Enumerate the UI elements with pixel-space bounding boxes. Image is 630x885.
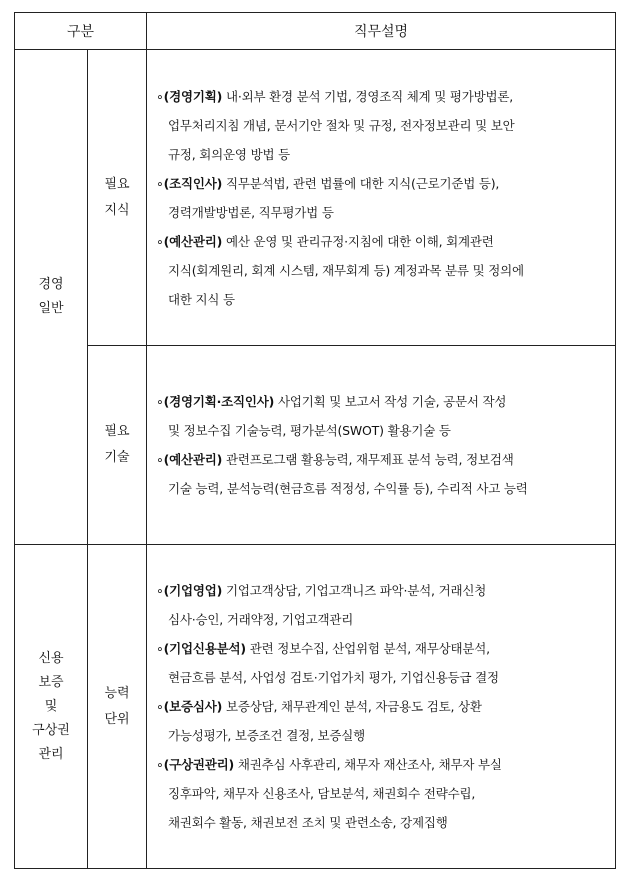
category-cell-credit-guarantee bbox=[15, 545, 88, 869]
category-line: 관리 bbox=[38, 746, 64, 762]
item-text: 규정, 회의운영 방법 등 bbox=[168, 146, 290, 162]
bullet: ∘ bbox=[156, 641, 164, 656]
subcategory-line: 단위 bbox=[104, 711, 130, 727]
list-item bbox=[156, 387, 607, 445]
header-category: 구분 bbox=[15, 13, 147, 50]
bullet: ∘ bbox=[156, 452, 164, 467]
item-label: (경영기획) bbox=[163, 88, 223, 104]
item-text: 대한 지식 등 bbox=[168, 291, 235, 307]
item-text: 지식(회계원리, 회계 시스템, 재무회계 등) 계정과목 분류 및 정의에 bbox=[168, 262, 524, 278]
category-line: 경영 bbox=[38, 277, 64, 292]
description-cell bbox=[147, 346, 616, 545]
table-row bbox=[15, 346, 616, 545]
subcategory-line: 기술 bbox=[104, 450, 130, 465]
list-item bbox=[156, 445, 607, 503]
subcategory-line: 능력 bbox=[104, 685, 130, 701]
category-line: 신용 bbox=[38, 650, 64, 666]
bullet: ∘ bbox=[156, 175, 164, 191]
item-label: (경영기획·조직인사) bbox=[163, 394, 275, 409]
item-text: 기업고객상담, 기업고객니즈 파악·분석, 거래신청 bbox=[225, 583, 487, 598]
description-cell bbox=[147, 545, 616, 869]
item-text: 내·외부 환경 분석 기법, 경영조직 체계 및 평가방법론, bbox=[225, 88, 514, 104]
item-text: 관련프로그램 활용능력, 재무제표 분석 능력, 정보검색 bbox=[225, 452, 514, 467]
item-text: 및 정보수집 기술능력, 평가분석(SWOT) 활용기술 등 bbox=[168, 423, 451, 438]
subcategory-cell-skill bbox=[88, 346, 147, 545]
subcategory-line: 필요 bbox=[104, 176, 130, 192]
list-item bbox=[156, 750, 607, 837]
category-line: 구상권 bbox=[32, 722, 70, 738]
list-item bbox=[156, 576, 607, 634]
header-row bbox=[15, 13, 616, 50]
item-label: (예산관리) bbox=[163, 233, 223, 249]
item-text: 관련 정보수집, 산업위험 분석, 재무상태분석, bbox=[249, 641, 490, 656]
bullet: ∘ bbox=[156, 233, 164, 249]
item-label: (구상권관리) bbox=[163, 757, 235, 772]
header-description: 직무설명 bbox=[147, 13, 616, 50]
item-text: 예산 운영 및 관리규정·지침에 대한 이해, 회계관련 bbox=[225, 233, 494, 249]
table-row bbox=[15, 545, 616, 869]
item-text: 기술 능력, 분석능력(현금흐름 적정성, 수익률 등), 수리적 사고 능력 bbox=[168, 481, 528, 496]
item-text: 현금흐름 분석, 사업성 검토·기업가치 평가, 기업신용등급 결정 bbox=[168, 670, 499, 685]
item-label: (조직인사) bbox=[163, 175, 223, 191]
item-text: 채권회수 활동, 채권보전 조치 및 관련소송, 강제집행 bbox=[168, 815, 448, 830]
bullet: ∘ bbox=[156, 88, 164, 104]
bullet: ∘ bbox=[156, 394, 164, 409]
item-text: 경력개발방법론, 직무평가법 등 bbox=[168, 204, 334, 220]
list-item bbox=[156, 169, 607, 227]
subcategory-line: 지식 bbox=[104, 202, 130, 218]
description-cell bbox=[147, 50, 616, 346]
item-text: 징후파악, 채무자 신용조사, 담보분석, 채권회수 전략수립, bbox=[168, 786, 476, 801]
job-description-table bbox=[14, 12, 616, 869]
item-text: 업무처리지침 개념, 문서기안 절차 및 규정, 전자정보관리 및 보안 bbox=[168, 117, 515, 133]
list-item bbox=[156, 227, 607, 314]
item-text: 심사·승인, 거래약정, 기업고객관리 bbox=[168, 612, 354, 627]
category-cell-management bbox=[15, 50, 88, 545]
subcategory-cell-competency bbox=[88, 545, 147, 869]
subcategory-line: 필요 bbox=[104, 424, 130, 439]
category-line: 보증 bbox=[38, 674, 64, 690]
bullet: ∘ bbox=[156, 583, 164, 598]
subcategory-cell-knowledge bbox=[88, 50, 147, 346]
item-text: 채권추심 사후관리, 채무자 재산조사, 채무자 부실 bbox=[237, 757, 502, 772]
list-item bbox=[156, 634, 607, 692]
list-item bbox=[156, 692, 607, 750]
item-text: 가능성평가, 보증조건 결정, 보증실행 bbox=[168, 728, 365, 743]
item-label: (기업신용분석) bbox=[163, 641, 246, 656]
category-line: 일반 bbox=[38, 301, 64, 316]
table-row bbox=[15, 50, 616, 346]
item-label: (보증심사) bbox=[163, 699, 223, 714]
category-line: 및 bbox=[44, 698, 58, 714]
bullet: ∘ bbox=[156, 699, 164, 714]
item-text: 사업기획 및 보고서 작성 기술, 공문서 작성 bbox=[277, 394, 507, 409]
bullet: ∘ bbox=[156, 757, 164, 772]
item-label: (기업영업) bbox=[163, 583, 223, 598]
item-text: 직무분석법, 관련 법률에 대한 지식(근로기준법 등), bbox=[225, 175, 500, 191]
item-text: 보증상담, 채무관계인 분석, 자금용도 검토, 상환 bbox=[225, 699, 482, 714]
item-label: (예산관리) bbox=[163, 452, 223, 467]
list-item bbox=[156, 82, 607, 169]
